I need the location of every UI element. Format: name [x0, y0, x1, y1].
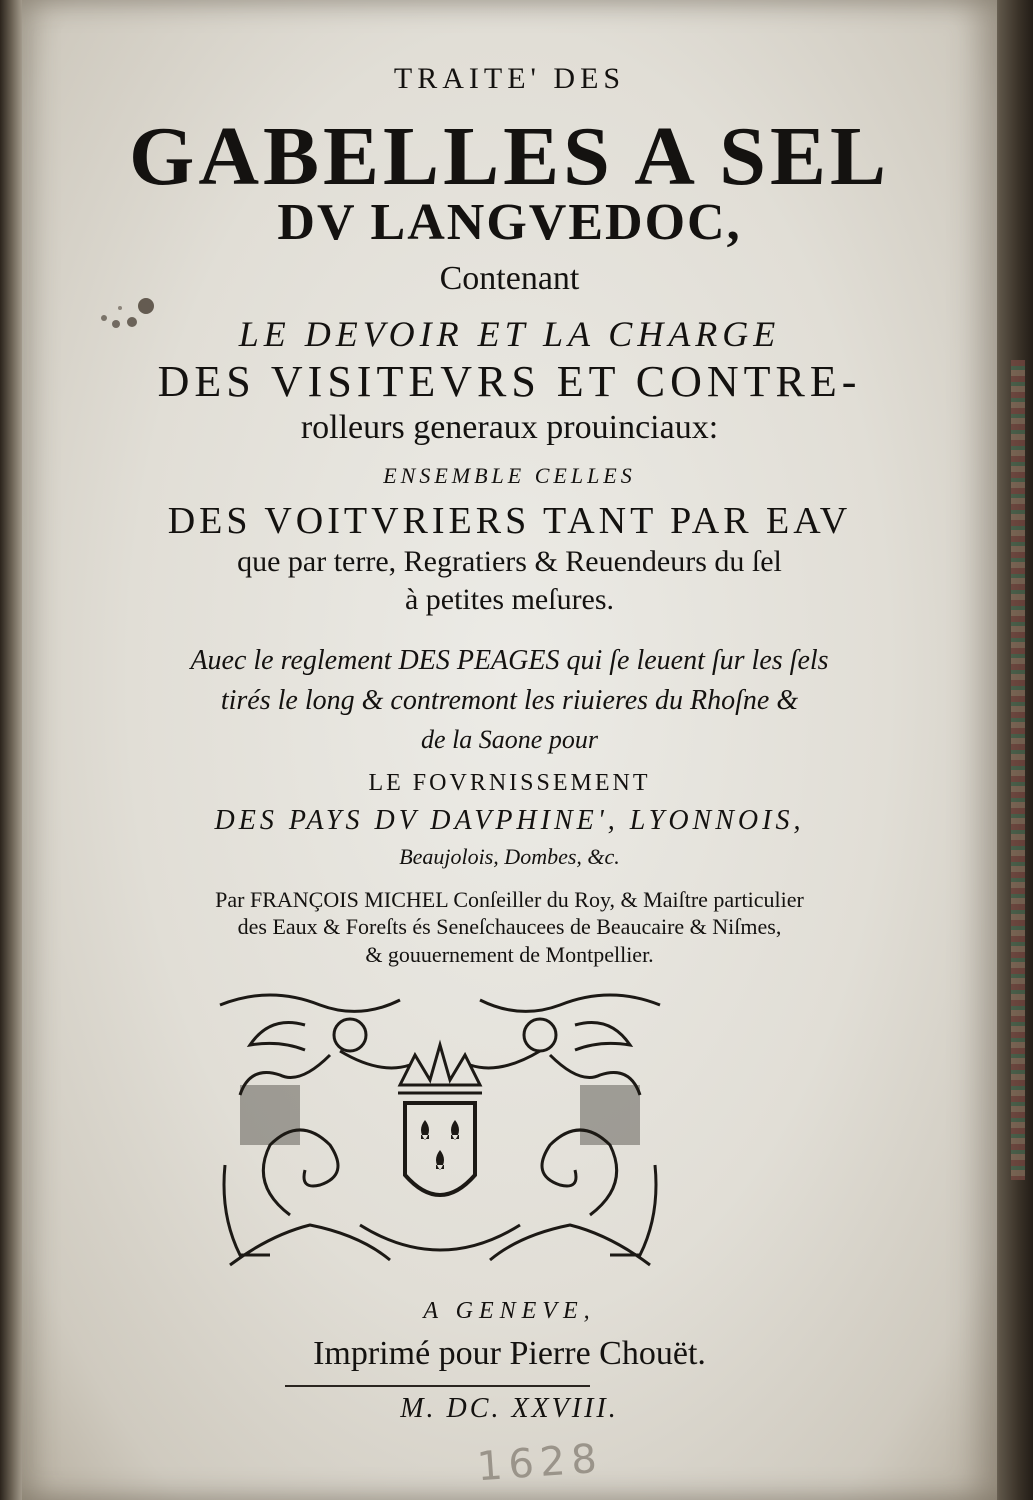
title-line-dauphine: DES PAYS DV DAVPHINE', LYONNOIS,	[214, 805, 805, 836]
title-line-voituriers: DES VOITVRIERS TANT PAR EAV	[167, 500, 852, 542]
title-line-reglement: Auec le reglement DES PEAGES qui ſe leuent ſur les ſels	[190, 645, 829, 676]
author-line-1: Par FRANÇOIS MICHEL Conſeiller du Roy, & Maiſtre particulier	[215, 887, 804, 912]
author-line-3: & gouuernement de Montpellier.	[365, 942, 654, 967]
handwritten-date-note: 1628	[475, 1435, 605, 1491]
adjacent-book-spines	[1011, 360, 1025, 1180]
author-line-2: des Eaux & Foreſts és Seneſchaucees de Beaucaire & Niſmes,	[237, 914, 782, 939]
title-line-contenant: Contenant	[439, 260, 580, 297]
title-line-gabelles: GABELLES A SEL	[128, 110, 891, 203]
title-line-traite: TRAITE' DES	[393, 62, 626, 95]
title-line-rivieres: tirés le long & contremont les riuieres du Rhoſne &	[220, 685, 799, 716]
title-line-rolleurs: rolleurs generaux prouinciaux:	[300, 409, 719, 446]
title-line-saone: de la Saone pour	[421, 725, 598, 754]
title-line-mesures: à petites meſures.	[404, 583, 615, 616]
imprint-date: M. DC. XXVIII.	[400, 1393, 619, 1424]
title-page	[22, 0, 997, 1500]
title-line-beaujolois: Beaujolois, Dombes, &c.	[399, 844, 620, 869]
imprint-rule	[285, 1385, 590, 1387]
title-line-visiteurs: DES VISITEVRS ET CONTRE-	[157, 357, 862, 406]
title-line-fournissement: LE FOVRNISSEMENT	[368, 770, 651, 796]
title-line-regratiers: que par terre, Regratiers & Reuendeurs du ſel	[237, 545, 782, 578]
title-line-languedoc: DV LANGVEDOC,	[277, 194, 742, 251]
imprint-printer: Imprimé pour Pierre Chouët.	[313, 1335, 706, 1372]
imprint-place: A GENEVE,	[423, 1298, 596, 1324]
title-line-devoir: LE DEVOIR ET LA CHARGE	[238, 314, 781, 354]
title-line-ensemble: ENSEMBLE CELLES	[383, 463, 636, 488]
printers-device-woodcut	[210, 985, 670, 1275]
